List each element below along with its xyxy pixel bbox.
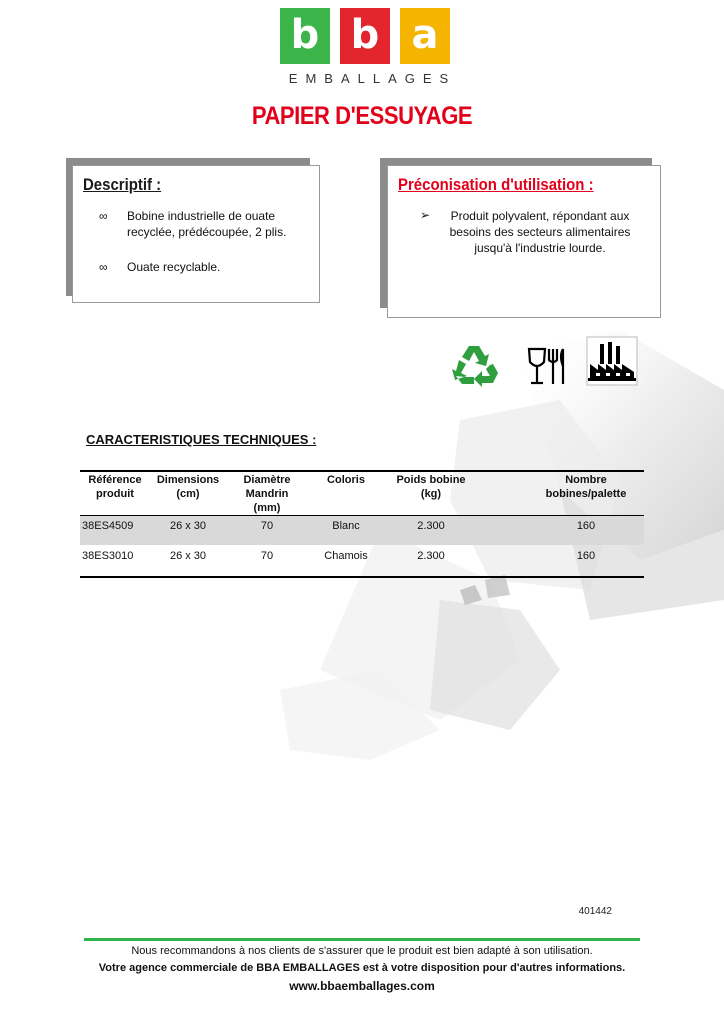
descriptif-item: Ouate recyclable. xyxy=(127,260,221,274)
header-dimensions: Dimensions (cm) xyxy=(156,474,220,500)
bullet-symbol: ∞ xyxy=(99,209,108,223)
header-coloris: Coloris xyxy=(327,474,365,486)
logo-letter: a xyxy=(411,12,439,58)
footer-divider xyxy=(84,938,640,941)
logo-cube-a xyxy=(400,8,450,64)
page-title: PAPIER D'ESSUYAGE xyxy=(251,102,473,130)
cell-poids: 2.300 xyxy=(417,550,445,562)
logo-cube-b1 xyxy=(280,8,330,64)
logo-letter: b xyxy=(350,12,380,58)
cell-poids: 2.300 xyxy=(417,520,445,532)
table-rule-header xyxy=(80,515,644,516)
descriptif-item: Bobine industrielle de ouate recyclée, prédécoupée, 2 plis. xyxy=(127,209,287,239)
cell-coloris: Blanc xyxy=(332,520,360,532)
descriptif-box xyxy=(72,165,320,303)
logo-subtitle: EMBALLAGES xyxy=(288,71,457,86)
descriptif-title: Descriptif : xyxy=(83,175,162,194)
logo-letter: b xyxy=(290,12,320,58)
bullet-symbol: ∞ xyxy=(99,260,108,274)
cell-nombre: 160 xyxy=(576,550,596,562)
header-reference: Référence produit xyxy=(88,474,142,500)
factory-icon xyxy=(586,336,638,386)
preconisation-item: Produit polyvalent, répondant aux besoins des secteurs alimentaires jusqu'à l'industrie lourde. xyxy=(449,209,631,255)
cell-reference: 38ES4509 xyxy=(82,520,134,532)
document-reference: 401442 xyxy=(578,906,612,917)
bba-logo xyxy=(270,8,475,88)
technical-title: CARACTERISTIQUES TECHNIQUES : xyxy=(86,432,317,447)
preconisation-title: Préconisation d'utilisation : xyxy=(398,175,594,194)
footer-disclaimer: Nous recommandons à nos clients de s'assurer que le produit est bien adapté à son utilisation. xyxy=(131,945,593,957)
cell-nombre: 160 xyxy=(576,520,596,532)
table-rule-top xyxy=(80,470,644,472)
table-rule-bottom xyxy=(80,576,644,578)
footer-website-link[interactable]: www.bbaemballages.com xyxy=(289,979,435,993)
technical-table xyxy=(80,470,644,580)
preconisation-box xyxy=(387,165,661,318)
cell-dimensions: 26 x 30 xyxy=(169,520,207,532)
header-poids: Poids bobine (kg) xyxy=(396,474,466,500)
cell-diametre: 70 xyxy=(260,520,274,532)
cell-reference: 38ES3010 xyxy=(82,550,134,562)
food-contact-icon xyxy=(526,346,568,388)
header-nombre: Nombre bobines/palette xyxy=(545,474,627,500)
cell-coloris: Chamois xyxy=(324,550,368,562)
footer-agency-note: Votre agence commerciale de BBA EMBALLAGES est à votre disposition pour d'autres informations. xyxy=(98,962,626,974)
logo-cube-b2 xyxy=(340,8,390,64)
arrow-bullet-icon: ➢ xyxy=(420,208,431,222)
cell-diametre: 70 xyxy=(260,550,274,562)
header-diametre: Diamètre Mandrin (mm) xyxy=(243,474,291,514)
cell-dimensions: 26 x 30 xyxy=(169,550,207,562)
recycle-icon xyxy=(452,342,500,388)
